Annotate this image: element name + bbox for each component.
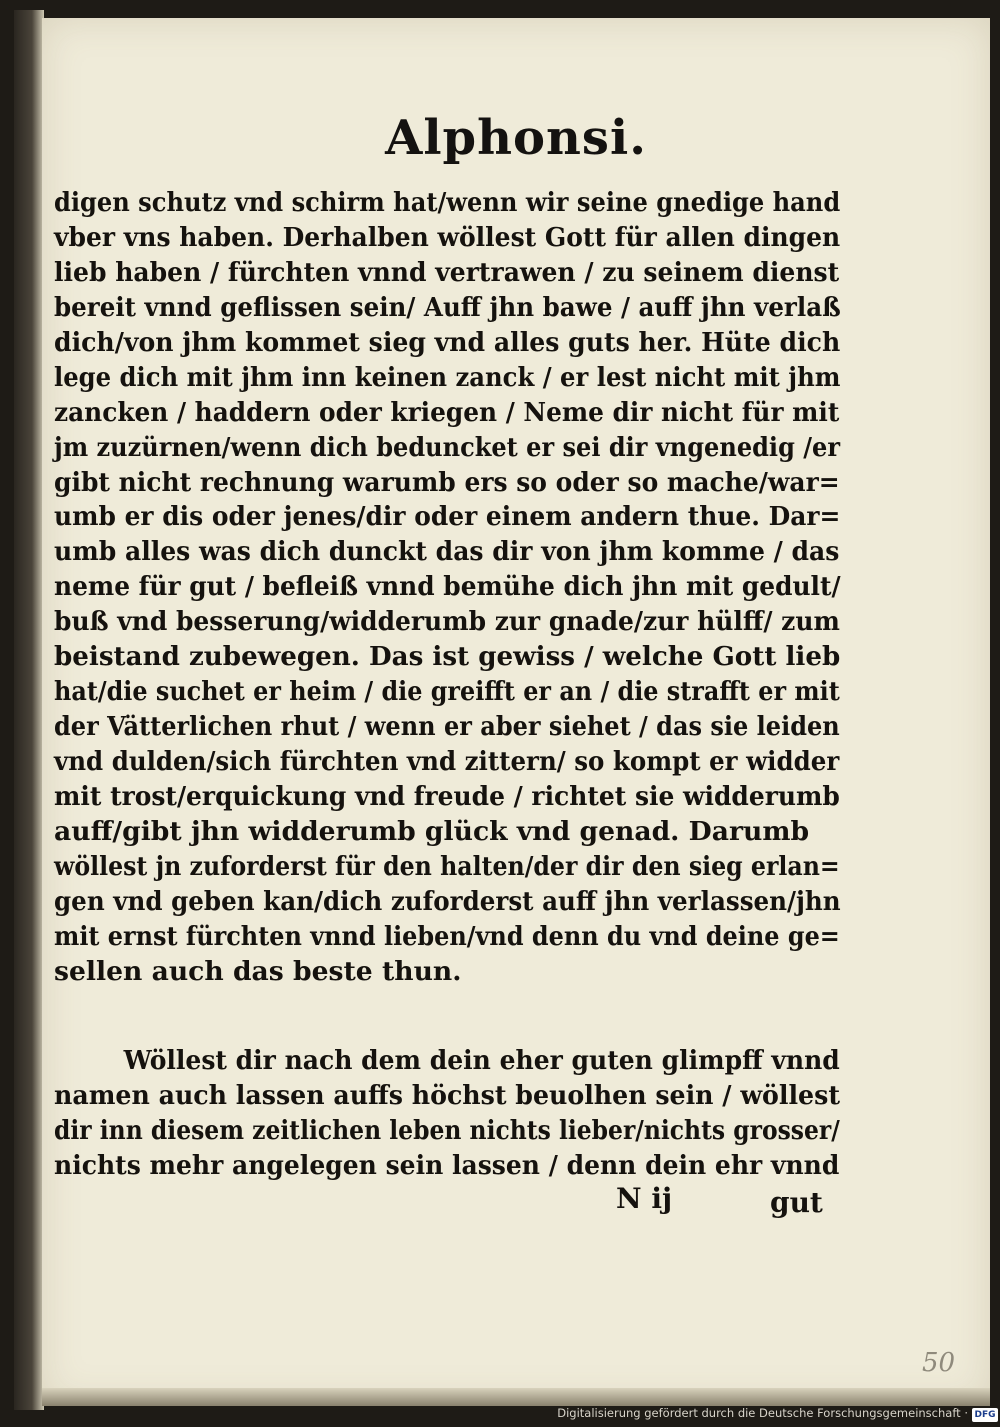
- catchword: gut: [770, 1186, 823, 1219]
- book-page: [42, 18, 990, 1404]
- text-line: gen vnd geben kan/dich zuforderst auff jhn verlassen/jhn: [54, 885, 841, 917]
- digitization-credit: Digitalisierung gefördert durch die Deutsche Forschungsgemeinschaft ·: [557, 1406, 968, 1420]
- text-line: wöllest jn zuforderst für den halten/der dir den sieg erlan=: [54, 850, 840, 882]
- text-line: lieb haben / fürchten vnnd vertrawen / zu seinem dienst: [54, 256, 840, 288]
- running-head: Alphonsi.: [385, 110, 647, 166]
- text-line: buß vnd besserung/widderumb zur gnade/zur hülff/ zum: [54, 606, 840, 638]
- text-line: vnd dulden/sich fürchten vnd zittern/ so kompt er widder: [54, 746, 840, 777]
- second-paragraph: [54, 1044, 840, 1184]
- book-spine-shadow: [14, 10, 44, 1410]
- text-line: umb alles was dich dunckt das dir von jhm komme / das: [54, 536, 840, 568]
- text-line: mit trost/erquickung vnd freude / richtet sie widderumb: [54, 780, 840, 812]
- text-line: mit ernst fürchten vnnd lieben/vnd denn du vnd deine ge=: [54, 920, 840, 952]
- text-line: dich/von jhm kommet sieg vnd alles guts her. Hüte dich: [54, 326, 841, 358]
- text-line: nichts mehr angelegen sein lassen / denn dein ehr vnnd: [54, 1149, 840, 1181]
- text-line: gibt nicht rechnung warumb ers so oder so mache/war=: [54, 466, 840, 498]
- text-line: jm zuzürnen/wenn dich beduncket er sei dir vngenedig /er: [54, 431, 840, 463]
- dfg-logo-icon: DFG: [972, 1408, 998, 1422]
- text-line: lege dich mit jhm inn keinen zanck / er lest nicht mit jhm: [54, 361, 841, 393]
- text-line: umb er dis oder jenes/dir oder einem andern thue. Dar=: [54, 501, 841, 533]
- text-line: bereit vnnd geflissen sein/ Auff jhn bawe / auff jhn verlaß: [54, 291, 841, 323]
- signature-mark: N ij: [616, 1182, 673, 1215]
- pencil-folio-number: 50: [922, 1348, 956, 1378]
- text-line: zancken / haddern oder kriegen / Neme dir nicht für mit: [54, 396, 840, 428]
- text-line: namen auch lassen auffs höchst beuolhen sein / wöllest: [54, 1079, 840, 1111]
- text-line: digen schutz vnd schirm hat/wenn wir seine gnedige hand: [54, 187, 841, 218]
- main-text-block: [54, 186, 841, 990]
- text-line: hat/die suchet er heim / die greifft er an / die strafft er mit: [54, 676, 840, 708]
- text-line: beistand zubewegen. Das ist gewiss / welche Gott lieb: [54, 641, 841, 673]
- text-line: dir inn diesem zeitlichen leben nichts lieber/nichts grosser/: [54, 1114, 840, 1146]
- text-line: auff/gibt jhn widderumb glück vnd genad. Darumb: [54, 815, 810, 847]
- text-line: vber vns haben. Derhalben wöllest Gott für allen dingen: [54, 221, 841, 253]
- text-line: der Vätterlichen rhut / wenn er aber siehet / das sie leiden: [54, 711, 840, 743]
- text-line: neme für gut / befleiß vnnd bemühe dich jhn mit gedult/: [54, 571, 841, 603]
- page-bottom-edge: [42, 1388, 990, 1406]
- text-line: sellen auch das beste thun.: [54, 955, 462, 987]
- text-line: Wöllest dir nach dem dein eher guten glimpff vnnd: [123, 1045, 840, 1076]
